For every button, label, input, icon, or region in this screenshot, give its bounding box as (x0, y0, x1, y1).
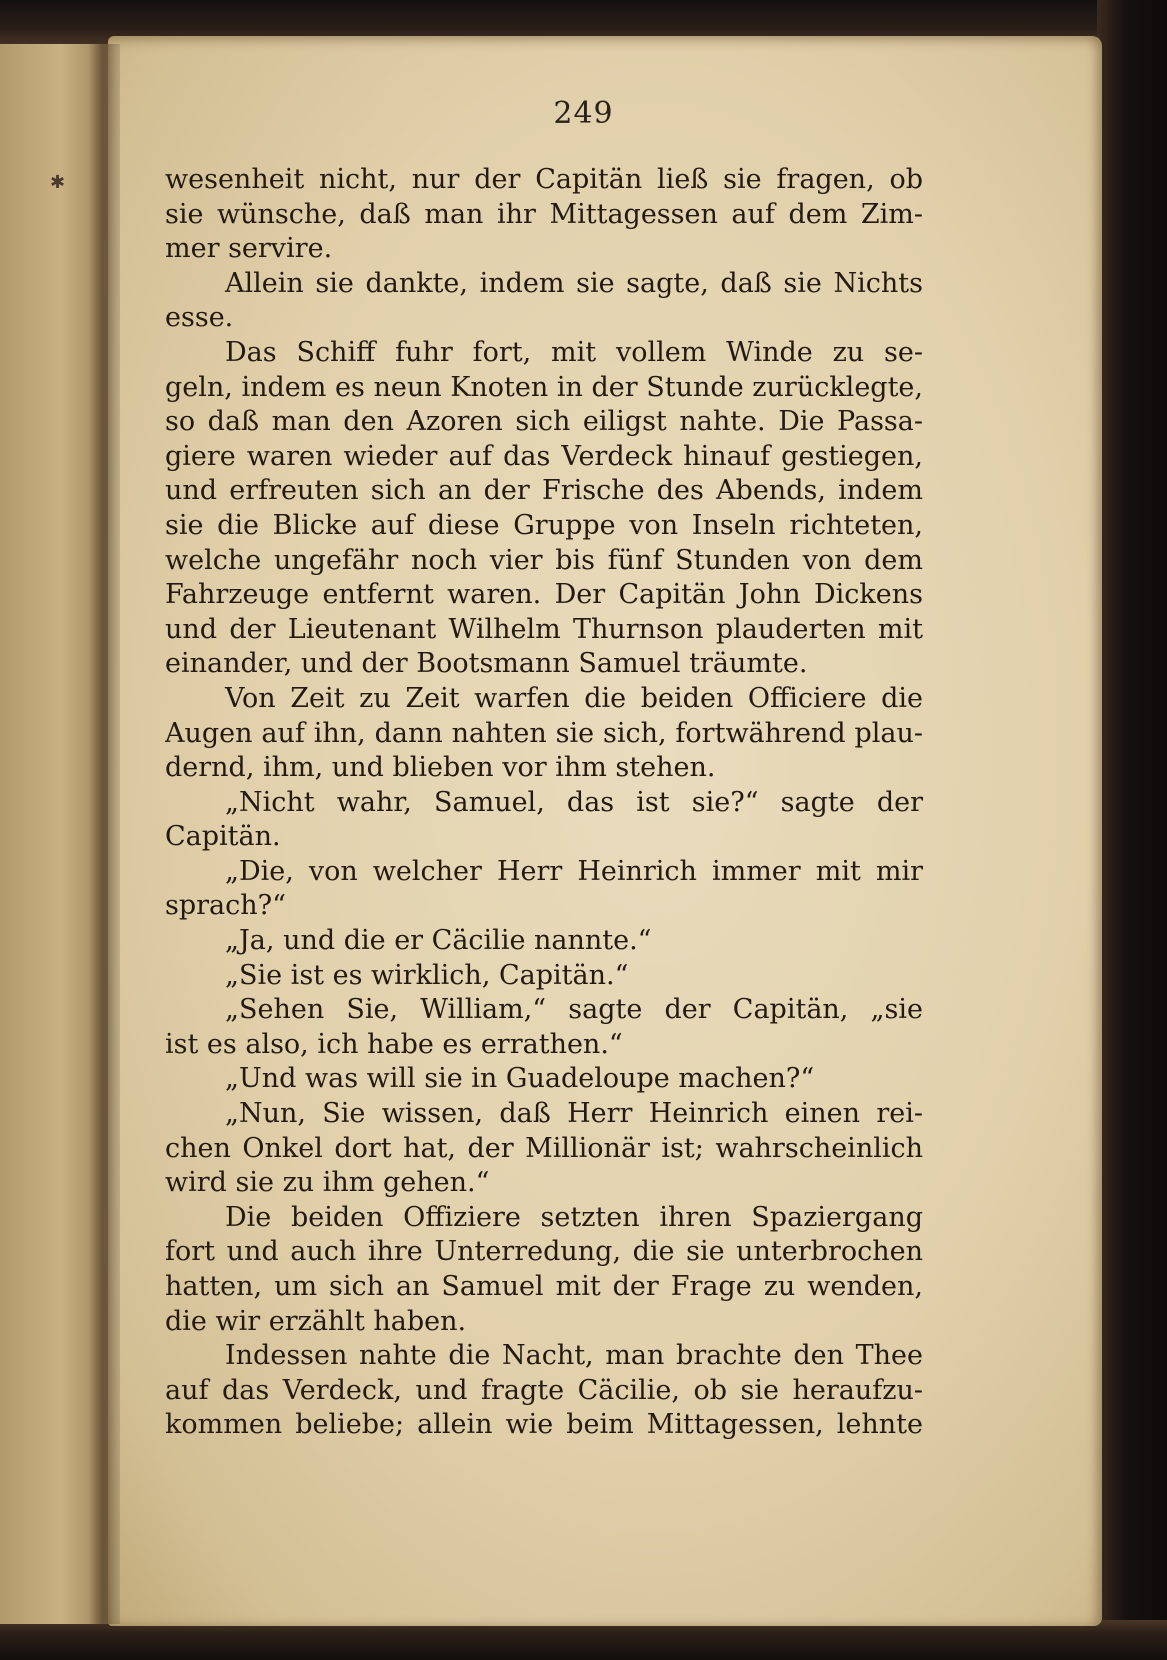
text-line: kommen beliebe; allein wie beim Mittagessen, lehnte (165, 1409, 923, 1441)
text-line: welche ungefähr noch vier bis fünf Stunden von dem (165, 544, 923, 576)
text-line: Die beiden Offiziere setzten ihren Spaziergang (225, 1201, 923, 1233)
text-line: giere waren wieder auf das Verdeck hinauf gestiegen, (165, 440, 923, 472)
book-spine-edge (1097, 0, 1167, 1660)
text-line: auf das Verdeck, und fragte Cäcilie, ob sie heraufzu- (165, 1374, 923, 1406)
text-line: Augen auf ihn, dann nahten sie sich, fortwährend plau- (165, 717, 923, 749)
text-line: „Nun, Sie wissen, daß Herr Heinrich einen rei- (225, 1098, 923, 1130)
text-line: „Nicht wahr, Samuel, das ist sie?“ sagte der (225, 786, 923, 818)
text-line: „Sie ist es wirklich, Capitän.“ (225, 959, 629, 991)
text-line: „Die, von welcher Herr Heinrich immer mit mir (225, 855, 923, 887)
text-line: sie wünsche, daß man ihr Mittagessen auf dem Zim- (165, 198, 923, 230)
text-line: Von Zeit zu Zeit warfen die beiden Officiere die (225, 682, 923, 714)
text-line: und erfreuten sich an der Frische des Abends, indem (165, 475, 923, 507)
text-line: Indessen nahte die Nacht, man brachte den Thee (225, 1340, 923, 1372)
text-line: dernd, ihm, und blieben vor ihm stehen. (165, 752, 716, 784)
margin-mark: ✱ (50, 172, 66, 193)
text-line: sprach?“ (165, 890, 286, 922)
text-block (165, 163, 923, 1443)
text-line: Allein sie dankte, indem sie sagte, daß sie Nichts (225, 267, 923, 299)
page-gutter (88, 44, 120, 1624)
text-line: sie die Blicke auf diese Gruppe von Inseln richteten, (165, 509, 923, 541)
text-line: ist es also, ich habe es errathen.“ (165, 1028, 623, 1060)
text-line: geln, indem es neun Knoten in der Stunde zurücklegte, (165, 371, 923, 403)
text-line: so daß man den Azoren sich eiligst nahte. Die Passa- (165, 406, 923, 438)
text-line: mer servire. (165, 233, 333, 265)
text-line: fort und auch ihre Unterredung, die sie unterbrochen (165, 1236, 923, 1268)
text-line: Capitän. (165, 821, 281, 853)
text-line: esse. (165, 302, 234, 334)
text-line: „Und was will sie in Guadeloupe machen?“ (225, 1063, 815, 1095)
text-line: und der Lieutenant Wilhelm Thurnson plauderten mit (165, 613, 923, 645)
text-line: wird sie zu ihm gehen.“ (165, 1167, 490, 1199)
text-line: die wir erzählt haben. (165, 1305, 467, 1337)
text-line: Das Schiff fuhr fort, mit vollem Winde zu se- (225, 336, 923, 368)
page-number: 249 (553, 96, 614, 131)
text-line: hatten, um sich an Samuel mit der Frage zu wenden, (165, 1271, 923, 1302)
book-board-bottom (0, 1620, 1167, 1660)
text-line: chen Onkel dort hat, der Millionär ist; wahrscheinlich (165, 1132, 923, 1164)
text-line: „Sehen Sie, William,“ sagte der Capitän, „sie (225, 994, 923, 1026)
text-line: einander, und der Bootsmann Samuel träumte. (165, 648, 808, 680)
text-line: wesenheit nicht, nur der Capitän ließ sie fragen, ob (165, 164, 923, 195)
text-line: „Ja, und die er Cäcilie nannte.“ (225, 925, 652, 957)
text-line: Fahrzeuge entfernt waren. Der Capitän John Dickens (165, 579, 923, 611)
